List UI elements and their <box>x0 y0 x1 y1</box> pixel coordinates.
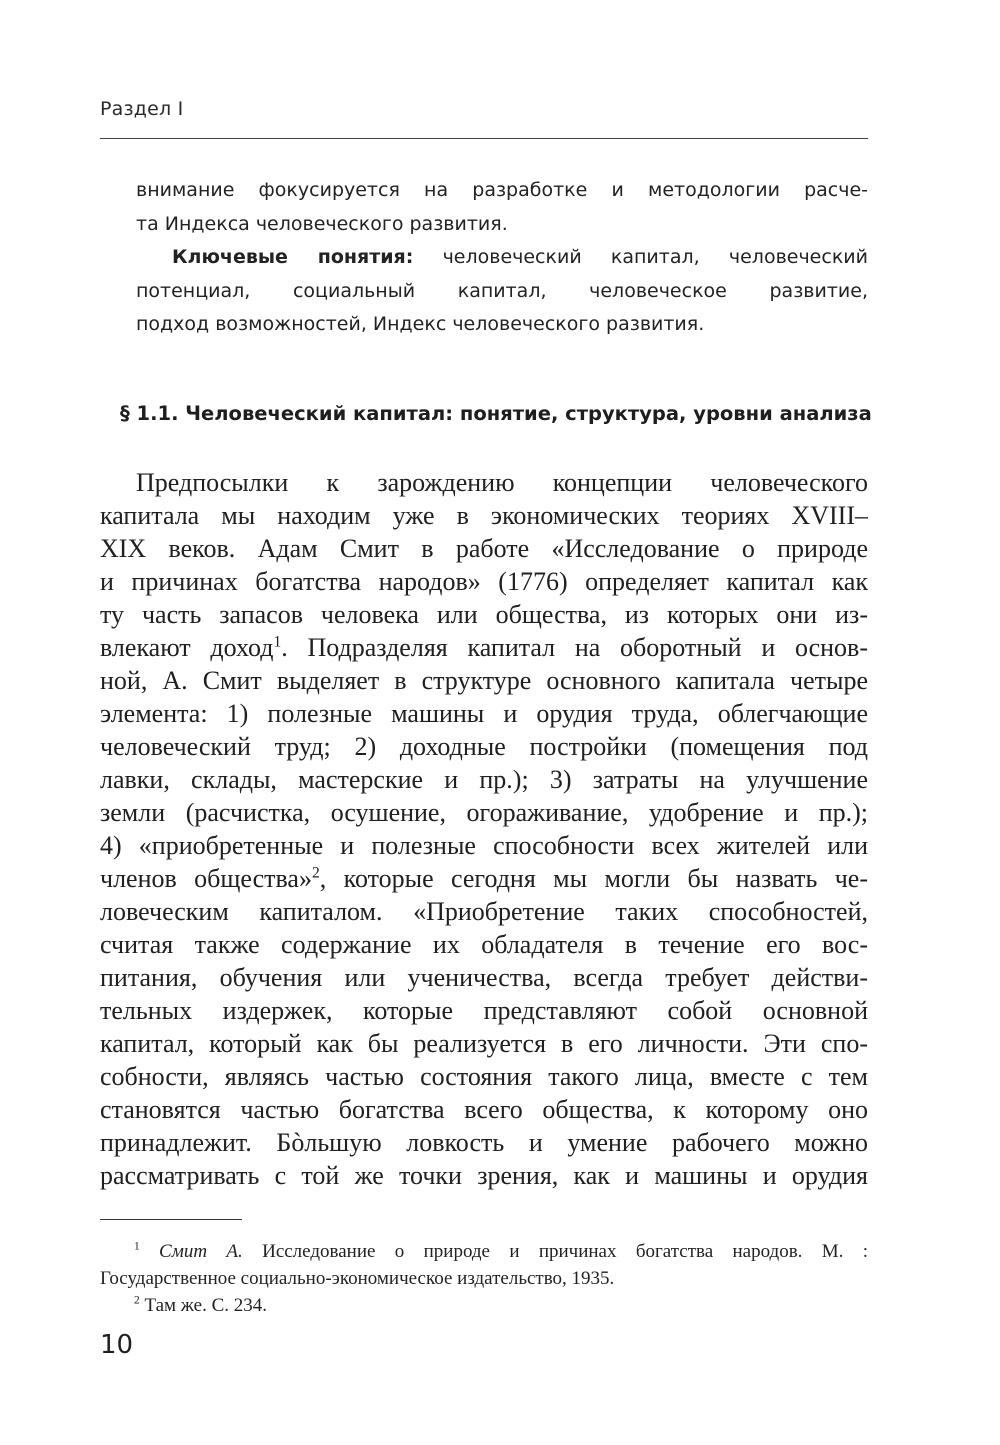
body-line: рассматривать с той же точки зрения, как и машины и орудия <box>100 1161 868 1190</box>
body-line: Предпосылки к зарождению концепции человеческого <box>136 468 868 497</box>
main-paragraph <box>100 466 868 1192</box>
keywords-label: Ключевые понятия: <box>172 246 414 268</box>
footnote-1-line2: Государственное социально-экономическое издательство, 1935. <box>100 1268 615 1289</box>
footnote-1 <box>100 1238 868 1265</box>
body-line: человеческий труд; 2) доходные постройки (помещения под <box>100 732 868 761</box>
body-line: элемента: 1) полезные машины и орудия труда, облегчающие <box>100 699 868 728</box>
running-header: Раздел I <box>100 98 184 120</box>
footnotes <box>100 1238 868 1319</box>
body-line: тельных издержек, которые представляют собой основной <box>100 996 868 1025</box>
body-line: земли (расчистка, осушение, огораживание, удобрение и пр.); <box>100 798 868 827</box>
body-line: и причинах богатства народов» (1776) определяет капитал как <box>100 567 868 596</box>
body-line: собности, являясь частью состояния такого лица, вместе с тем <box>100 1062 868 1091</box>
section-heading: § 1.1. Человеческий капитал: понятие, структура, уровни анализа <box>120 402 872 425</box>
body-line: считая также содержание их обладателя в течение его вос- <box>100 930 868 959</box>
body-line: становятся частью богатства всего общества, к которому оно <box>100 1095 868 1124</box>
body-fragment: , которые сегодня мы могли бы назвать че- <box>319 864 868 893</box>
body-line: ту часть запасов человека или общества, из которых они из- <box>100 600 868 629</box>
footnote-2-mark: 2 <box>134 1294 140 1307</box>
body-line: XIX веков. Адам Смит в работе «Исследование о природе <box>100 534 868 563</box>
keywords-text: человеческий капитал, человеческий <box>413 246 868 268</box>
body-line: питания, обучения или ученичества, всегда требует действи- <box>100 963 868 992</box>
body-line: капитал, который как бы реализуется в его личности. Эти спо- <box>100 1029 868 1058</box>
body-line <box>100 631 868 664</box>
footnote-1-author: Смит А. <box>159 1241 243 1262</box>
body-line: 4) «приобретенные и полезные способности всех жителей или <box>100 831 868 860</box>
footnote-ref-2[interactable]: 2 <box>311 864 320 882</box>
header-divider <box>100 138 868 139</box>
keywords-paragraph <box>136 241 868 342</box>
footnote-ref-1[interactable]: 1 <box>273 633 282 651</box>
body-line: лавки, склады, мастерские и пр.); 3) затраты на улучшение <box>100 765 868 794</box>
body-fragment: . Подразделяя капитал на оборотный и основ- <box>281 633 868 662</box>
intro-line: внимание фокусируется на разработке и методологии расче- <box>136 179 868 201</box>
footnote-2-text: Там же. С. 234. <box>139 1295 268 1316</box>
body-fragment: влекают доход <box>100 633 274 662</box>
page-number: 10 <box>100 1330 134 1360</box>
footnote-divider <box>100 1219 242 1220</box>
footnote-2 <box>100 1292 868 1319</box>
footnote-1-mark: 1 <box>134 1240 140 1253</box>
intro-line: та Индекса человеческого развития. <box>136 212 508 235</box>
body-line: капитала мы находим уже в экономических теориях XVIII– <box>100 501 868 530</box>
body-line <box>100 862 868 895</box>
body-line: ной, А. Смит выделяет в структуре основного капитала четыре <box>100 666 868 695</box>
body-fragment: членов общества» <box>100 864 312 893</box>
footnote-1-text: Исследование о природе и причинах богатства народов. М. : <box>242 1241 869 1262</box>
keywords-line <box>136 241 868 275</box>
intro-paragraph <box>136 174 868 241</box>
body-line: принадлежит. Бòльшую ловкость и умение рабочего можно <box>100 1128 868 1157</box>
keywords-line: подход возможностей, Индекс человеческого развития. <box>136 313 705 335</box>
body-line: ловеческим капиталом. «Приобретение таких способностей, <box>100 897 868 926</box>
keywords-line: потенциал, социальный капитал, человеческое развитие, <box>136 279 868 302</box>
